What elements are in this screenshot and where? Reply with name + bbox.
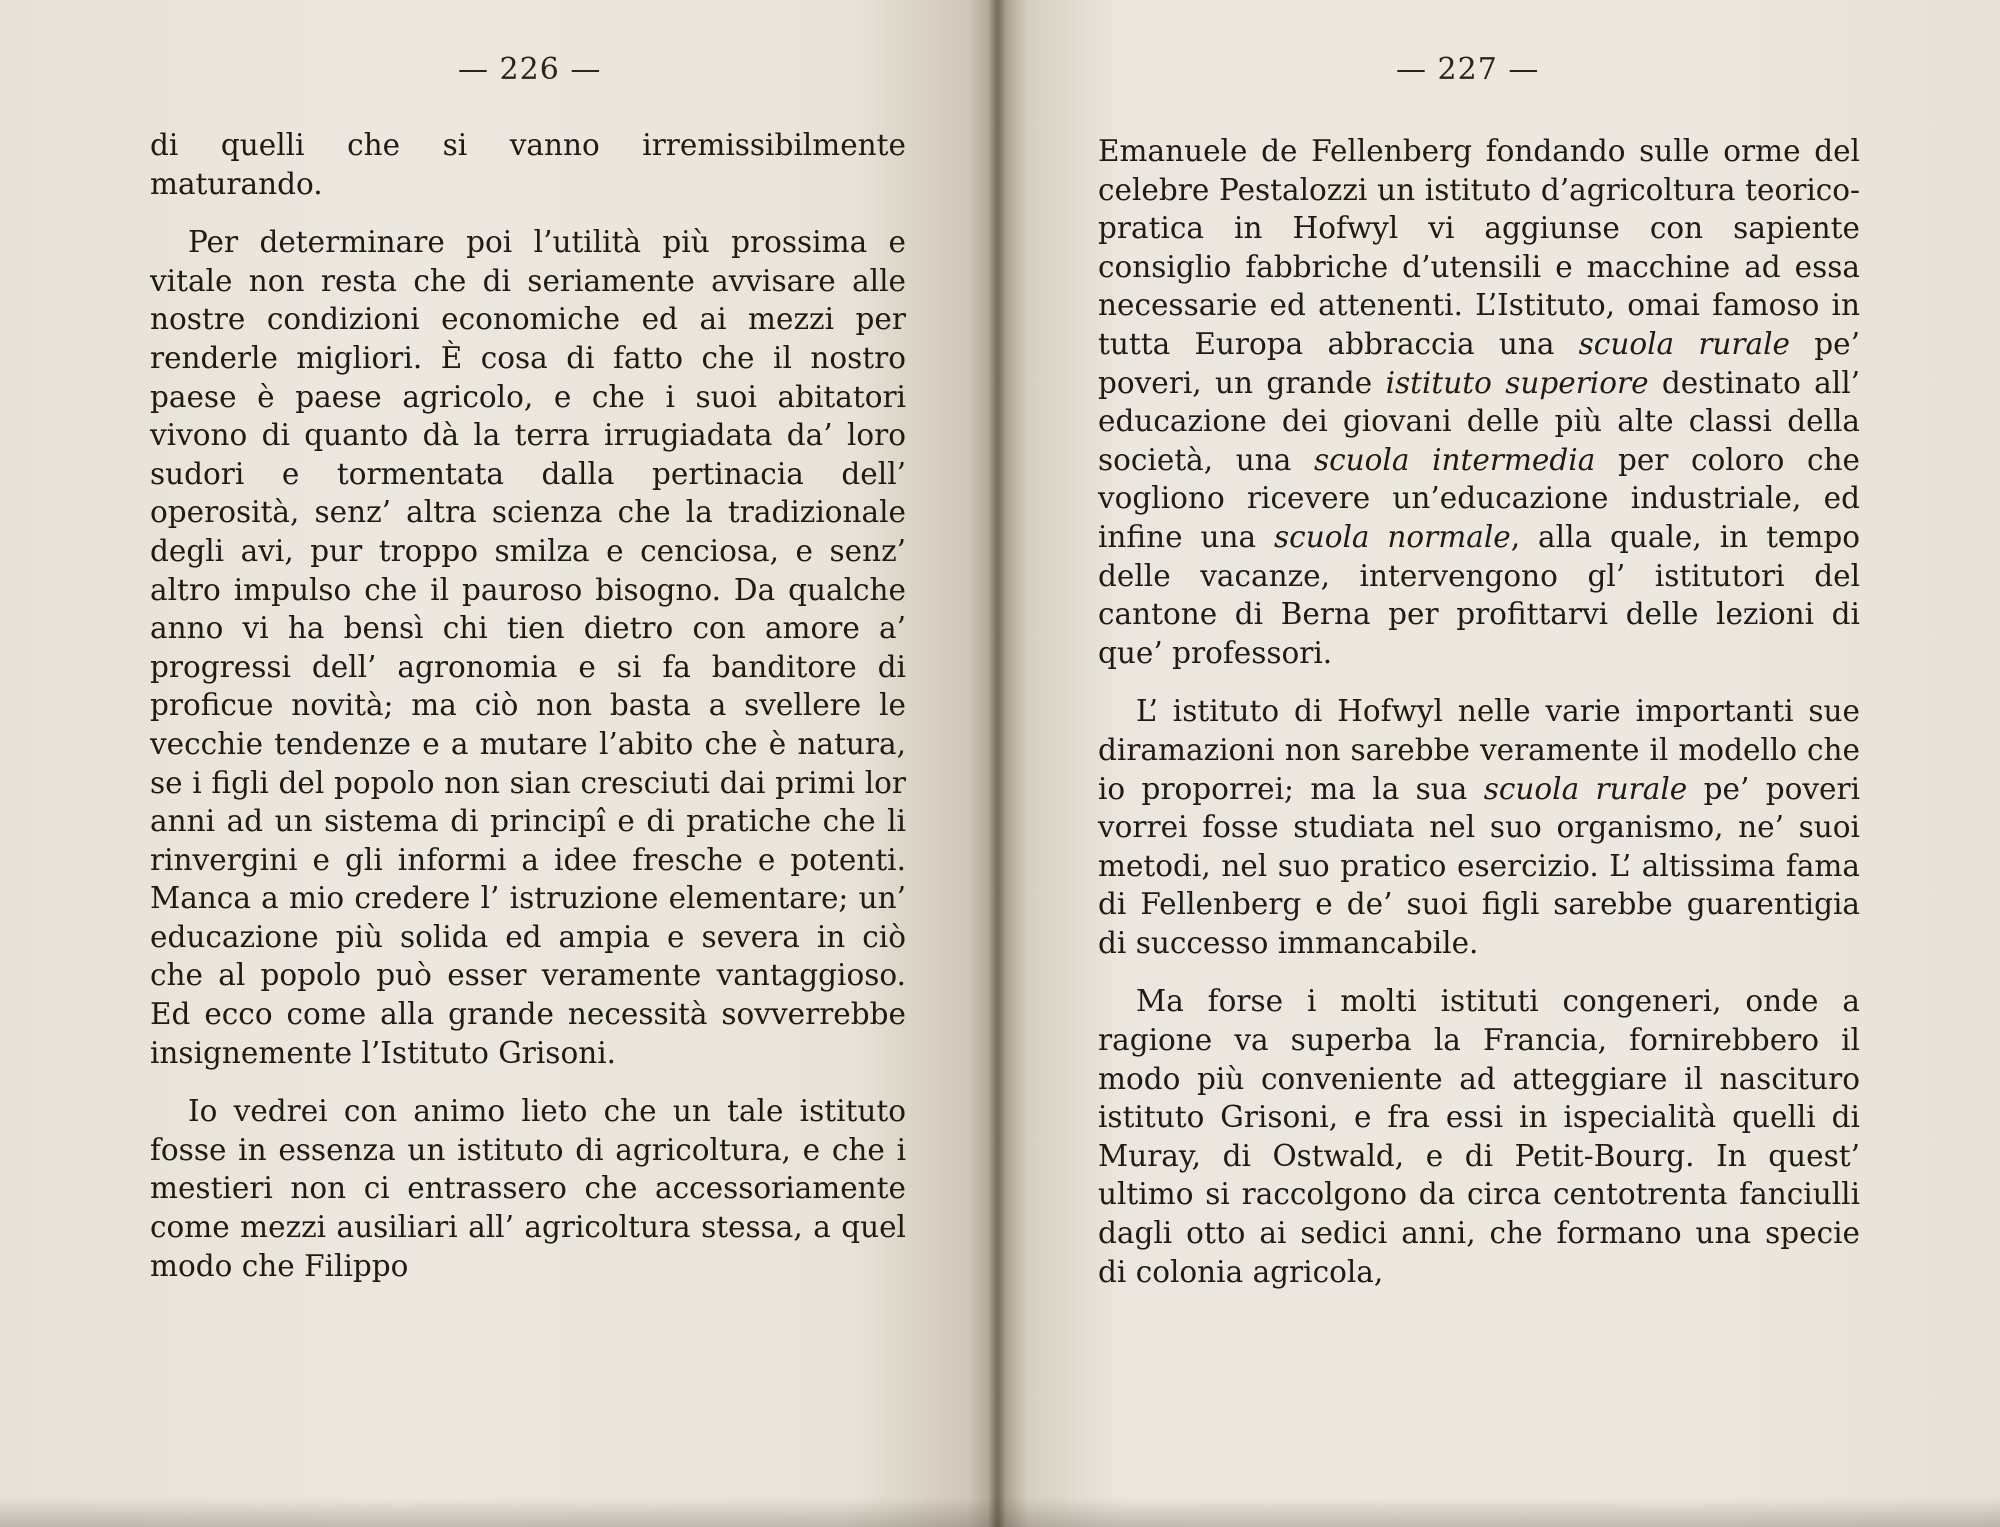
italic-term: scuola rurale [1578, 326, 1791, 361]
page-number: — 226 — [458, 52, 602, 87]
page-number: — 227 — [1396, 52, 1540, 87]
text-run: pe’ poveri vorrei fosse studiata nel suo organismo, ne’ suoi metodi, nel suo pratico esercizio. L’ altissima fama di Fellenberg e de’ suoi figli sarebbe guarentigia di successo immancabile. [1098, 771, 1860, 960]
book-gutter [988, 0, 1006, 1527]
paragraph: Per determinare poi l’utilità più prossima e vitale non resta che di seriamente avvisare alle nostre condizioni economiche ed ai mezzi per renderle migliori. È cosa di fatto che il nostro paese è paese agricolo, e che i suoi abitatori vivono di quanto dà la terra irrugiadata da’ loro sudori e tormentata dalla pertinacia dell’ operosità, senz’ altra scienza che la tradizionale degli avi, pur troppo smilza e cenciosa, e senz’ altro impulso che il pauroso bisogno. Da qualche anno vi ha bensì chi tien dietro con amore a’ progressi dell’ agronomia e si fa banditore di proficue novità; ma ciò non basta a svellere le vecchie tendenze e a mutare l’abito che è natura, se i figli del popolo non sian cresciuti dai primi lor anni ad un sistema di principî e di pratiche che li rinvergini e gli informi a idee fresche e potenti. Manca a mio credere l’ istruzione elementare; un’ educazione più solida ed ampia e severa in ciò che al popolo può esser veramente vantaggioso. Ed ecco come alla grande necessità sovverrebbe insignemente l’Istituto Grisoni. [150, 225, 906, 1070]
italic-term: scuola rurale [1483, 771, 1688, 806]
text-run: per coloro che vogliono ricevere un’educazione industriale, ed infine una [1098, 442, 1860, 554]
page-body [150, 126, 906, 1285]
text-run: destinato all’ educazione dei giovani delle più alte classi della società, una [1098, 365, 1861, 477]
text-run: L’ istituto di Hofwyl nelle varie importanti sue diramazioni non sarebbe veramente il modello che io proporrei; ma la sua [1098, 694, 1860, 806]
page-bottom-edge [0, 1497, 2000, 1527]
paragraph [1098, 692, 1860, 962]
text-run: pe’ poveri, un grande [1098, 326, 1860, 400]
paragraph: di quelli che si vanno irremissibilmente maturando. [150, 128, 906, 201]
italic-term: scuola intermedia [1314, 442, 1596, 477]
italic-term: istituto superiore [1385, 365, 1649, 400]
paragraph: Ma forse i molti istituti congeneri, onde a ragione va superba la Francia, fornirebbero il modo più conveniente ad atteggiare il nascituro istituto Grisoni, e fra essi in ispecialità quelli di Muray, di Ostwald, e di Petit-Bourg. In quest’ ultimo si raccolgono da circa centotrenta fanciulli dagli otto ai sedici anni, che formano una specie di colonia agricola, [1098, 984, 1860, 1289]
text-run: Emanuele de Fellenberg fondando sulle orme del celebre Pestalozzi un istituto d’agricoltura teorico-pratica in Hofwyl vi aggiunse con sapiente consiglio fabbriche d’utensili e macchine ad essa necessarie ed attenenti. L’Istituto, omai famoso in tutta Europa abbraccia una [1098, 134, 1860, 361]
text-run: , alla quale, in tempo delle vacanze, intervengono gl’ istitutori del cantone di Berna per profittarvi delle lezioni di que’ professori. [1098, 519, 1860, 670]
left-page [0, 0, 998, 1527]
page-body [1098, 132, 1860, 1291]
paragraph: Io vedrei con animo lieto che un tale istituto fosse in essenza un istituto di agricoltura, e che i mestieri non ci entrassero che accessoriamente come mezzi ausiliari all’ agricoltura stessa, a quel modo che Filippo [150, 1094, 906, 1283]
right-page [998, 0, 2000, 1527]
paragraph [1098, 132, 1860, 672]
italic-term: scuola normale [1274, 519, 1511, 554]
